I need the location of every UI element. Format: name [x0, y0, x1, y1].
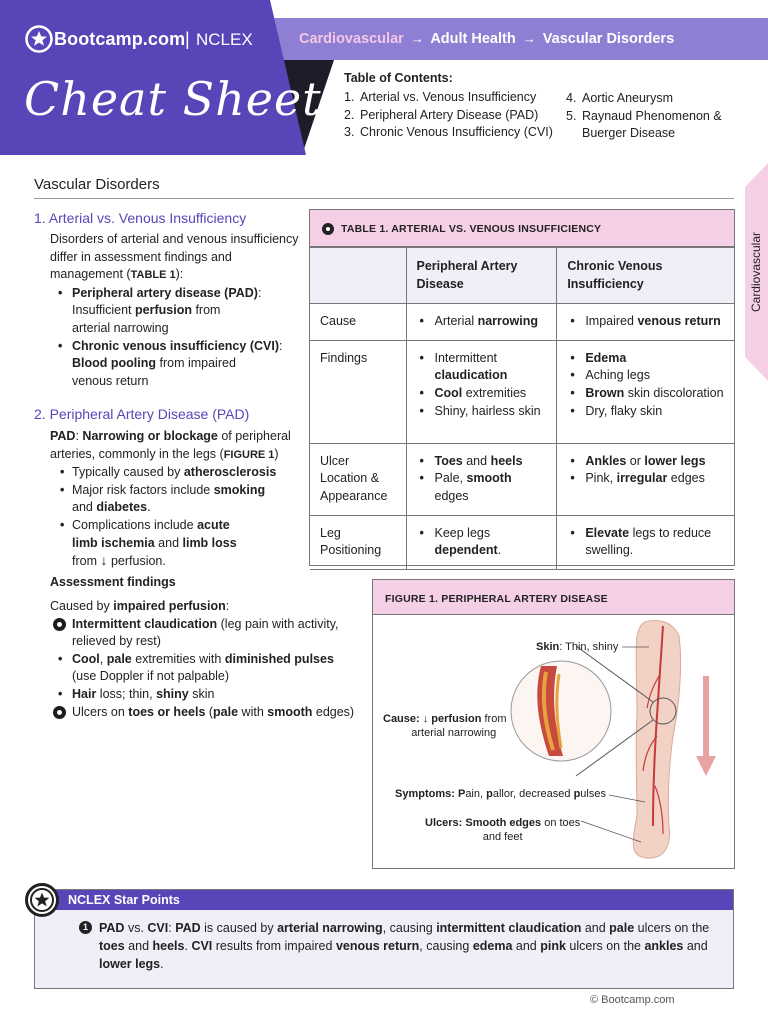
figure-header [373, 580, 734, 615]
section-title: Vascular Disorders [34, 176, 160, 193]
toc-label: Raynaud Phenomenon & [582, 108, 722, 123]
star-points-header [35, 890, 733, 910]
text-line: Caused by impaired perfusion: [50, 599, 230, 613]
table-title: TABLE 1. ARTERIAL VS. VENOUS INSUFFICIENCY [341, 223, 602, 235]
assessment-findings-list [50, 598, 365, 721]
text-line: arteries, commonly in the legs (FIGURE 1) [50, 446, 279, 461]
row-label: Leg Positioning [310, 515, 406, 569]
toc-label: Arterial vs. Venous Insufficiency [360, 90, 537, 104]
star-point-icon [53, 706, 66, 719]
table-header [310, 210, 734, 247]
toc-number: 2. [344, 107, 355, 122]
toc-title: Table of Contents: [344, 71, 453, 85]
table-cell: • Impaired venous return [557, 304, 734, 341]
toc-item[interactable] [344, 107, 553, 125]
text-line: differ in assessment findings and [50, 249, 232, 264]
list-item-starred: Ulcers on toes or heels (pale with smooth edges) [50, 704, 365, 722]
breadcrumb-arrow-icon: → [522, 31, 536, 46]
list-item: • Major risk factors include smoking and diabetes. [50, 482, 310, 517]
table-cell: • Elevate legs to reduce swelling. [557, 515, 734, 569]
list-item-starred: Intermittent claudication (leg pain with activity, relieved by rest) [50, 616, 365, 651]
star-point-icon [53, 618, 66, 631]
logo-wordmark: Bootcamp.com [54, 29, 186, 49]
heading-arterial-vs-venous: 1. Arterial vs. Venous Insufficiency [34, 210, 247, 226]
label-cause: Cause: ↓ perfusion from arterial narrowing [383, 713, 507, 739]
bootcamp-logo-icon [25, 25, 53, 53]
table-ref[interactable]: TABLE 1 [130, 269, 176, 282]
figure-ref[interactable]: FIGURE 1 [223, 448, 275, 461]
toc-label: Buerger Disease [582, 126, 676, 140]
table-cell: • Keep legs dependent. [406, 515, 557, 569]
star-points-title: NCLEX Star Points [68, 893, 180, 907]
list-item: • Complications include acute limb ischemia and limb loss from ↓ perfusion. [50, 517, 310, 571]
figure-title: FIGURE 1. PERIPHERAL ARTERY DISEASE [385, 593, 608, 605]
heading-pad: 2. Peripheral Artery Disease (PAD) [34, 406, 250, 422]
text-line: Disorders of arterial and venous insufficiency [50, 232, 299, 246]
section-2-body [50, 428, 310, 571]
logo-product: NCLEX [196, 30, 253, 49]
text-line: PAD: Narrowing or blockage of peripheral [50, 429, 291, 443]
section-1-body [50, 231, 310, 390]
toc-label: Peripheral Artery Disease (PAD) [360, 107, 539, 122]
label-symptoms: Symptoms: Pain, pallor, decreased pulses [395, 788, 606, 800]
table-corner-cell [310, 248, 406, 304]
table-row [310, 443, 734, 515]
list-item: • Typically caused by atherosclerosis [50, 464, 310, 482]
toc-item[interactable] [566, 108, 722, 126]
table-header-row [310, 248, 734, 304]
breadcrumb-item-adult-health[interactable]: Adult Health [430, 31, 516, 47]
down-arrow-icon: ↓ [100, 552, 108, 569]
column-header-cvi: Chronic Venous Insufficiency [557, 248, 734, 304]
toc-number: 5. [566, 108, 577, 123]
table-cell: • Toes and heels • Pale, smooth edges [406, 443, 557, 515]
table-cell: • Ankles or lower legs • Pink, irregular edges [557, 443, 734, 515]
figure-pad [372, 579, 735, 869]
list-item-pad: • Peripheral artery disease (PAD): Insufficient perfusion from arterial narrowing [50, 285, 310, 338]
star-point-icon [322, 223, 334, 235]
assessment-findings-heading: Assessment findings [50, 575, 176, 589]
cheat-sheets-title: Cheat Sheets [24, 72, 347, 126]
row-label: Ulcer Location & Appearance [310, 443, 406, 515]
breadcrumb [299, 31, 674, 47]
toc-item-continued[interactable] [566, 125, 722, 143]
column-header-pad: Peripheral Artery Disease [406, 248, 557, 304]
table-cell: • Arterial narrowing [406, 304, 557, 341]
star-badge-icon [25, 883, 59, 917]
table-of-contents [344, 70, 453, 88]
label-ulcers: Ulcers: Smooth edges on toes and feet [425, 817, 581, 843]
toc-column-1 [344, 89, 553, 142]
star-point-number-icon: 1 [79, 921, 92, 934]
toc-label: Aortic Aneurysm [582, 91, 674, 105]
side-tab-cardiovascular[interactable] [745, 163, 768, 381]
row-label: Findings [310, 340, 406, 443]
toc-number: 1. [344, 90, 355, 104]
list-item: • Hair loss; thin, shiny skin [50, 686, 365, 704]
toc-label: Chronic Venous Insufficiency (CVI) [360, 125, 553, 139]
breadcrumb-item-cardiovascular[interactable]: Cardiovascular [299, 31, 404, 47]
table-row [310, 515, 734, 569]
list-item-cvi: • Chronic venous insufficiency (CVI): Blood pooling from impaired venous return [50, 338, 310, 391]
star-point-text: PAD vs. CVI: PAD is caused by arterial narrowing, causing intermittent claudication and pale ulcers on the toes and heels. CVI results from impaired venous return, causing edema and pink ulcers on the ankles and lower legs. [99, 921, 710, 971]
toc-item[interactable] [344, 89, 553, 107]
logo-separator: | [185, 29, 190, 49]
comparison-table [310, 247, 734, 570]
label-skin: Skin: Thin, shiny [536, 641, 619, 653]
table-row [310, 304, 734, 341]
divider [34, 198, 734, 199]
table-cell: • Intermittent claudication • Cool extremities • Shiny, hairless skin [406, 340, 557, 443]
text-line: management (TABLE 1): [50, 267, 184, 282]
footer-copyright: © Bootcamp.com [590, 994, 675, 1006]
toc-item[interactable] [566, 90, 722, 108]
table-arterial-vs-venous [309, 209, 735, 566]
table-row [310, 340, 734, 443]
toc-number [566, 125, 582, 143]
list-item: • Cool, pale extremities with diminished pulses (use Doppler if not palpable) [50, 651, 365, 686]
breadcrumb-item-vascular-disorders[interactable]: Vascular Disorders [542, 31, 675, 47]
table-cell: • Edema • Aching legs • Brown skin discoloration • Dry, flaky skin [557, 340, 734, 443]
toc-number: 3. [344, 125, 355, 139]
toc-item[interactable] [344, 124, 553, 142]
toc-column-2 [566, 90, 722, 143]
toc-number: 4. [566, 91, 577, 105]
row-label: Cause [310, 304, 406, 341]
breadcrumb-arrow-icon: → [410, 31, 424, 46]
side-tab-label: Cardiovascular [749, 231, 764, 313]
